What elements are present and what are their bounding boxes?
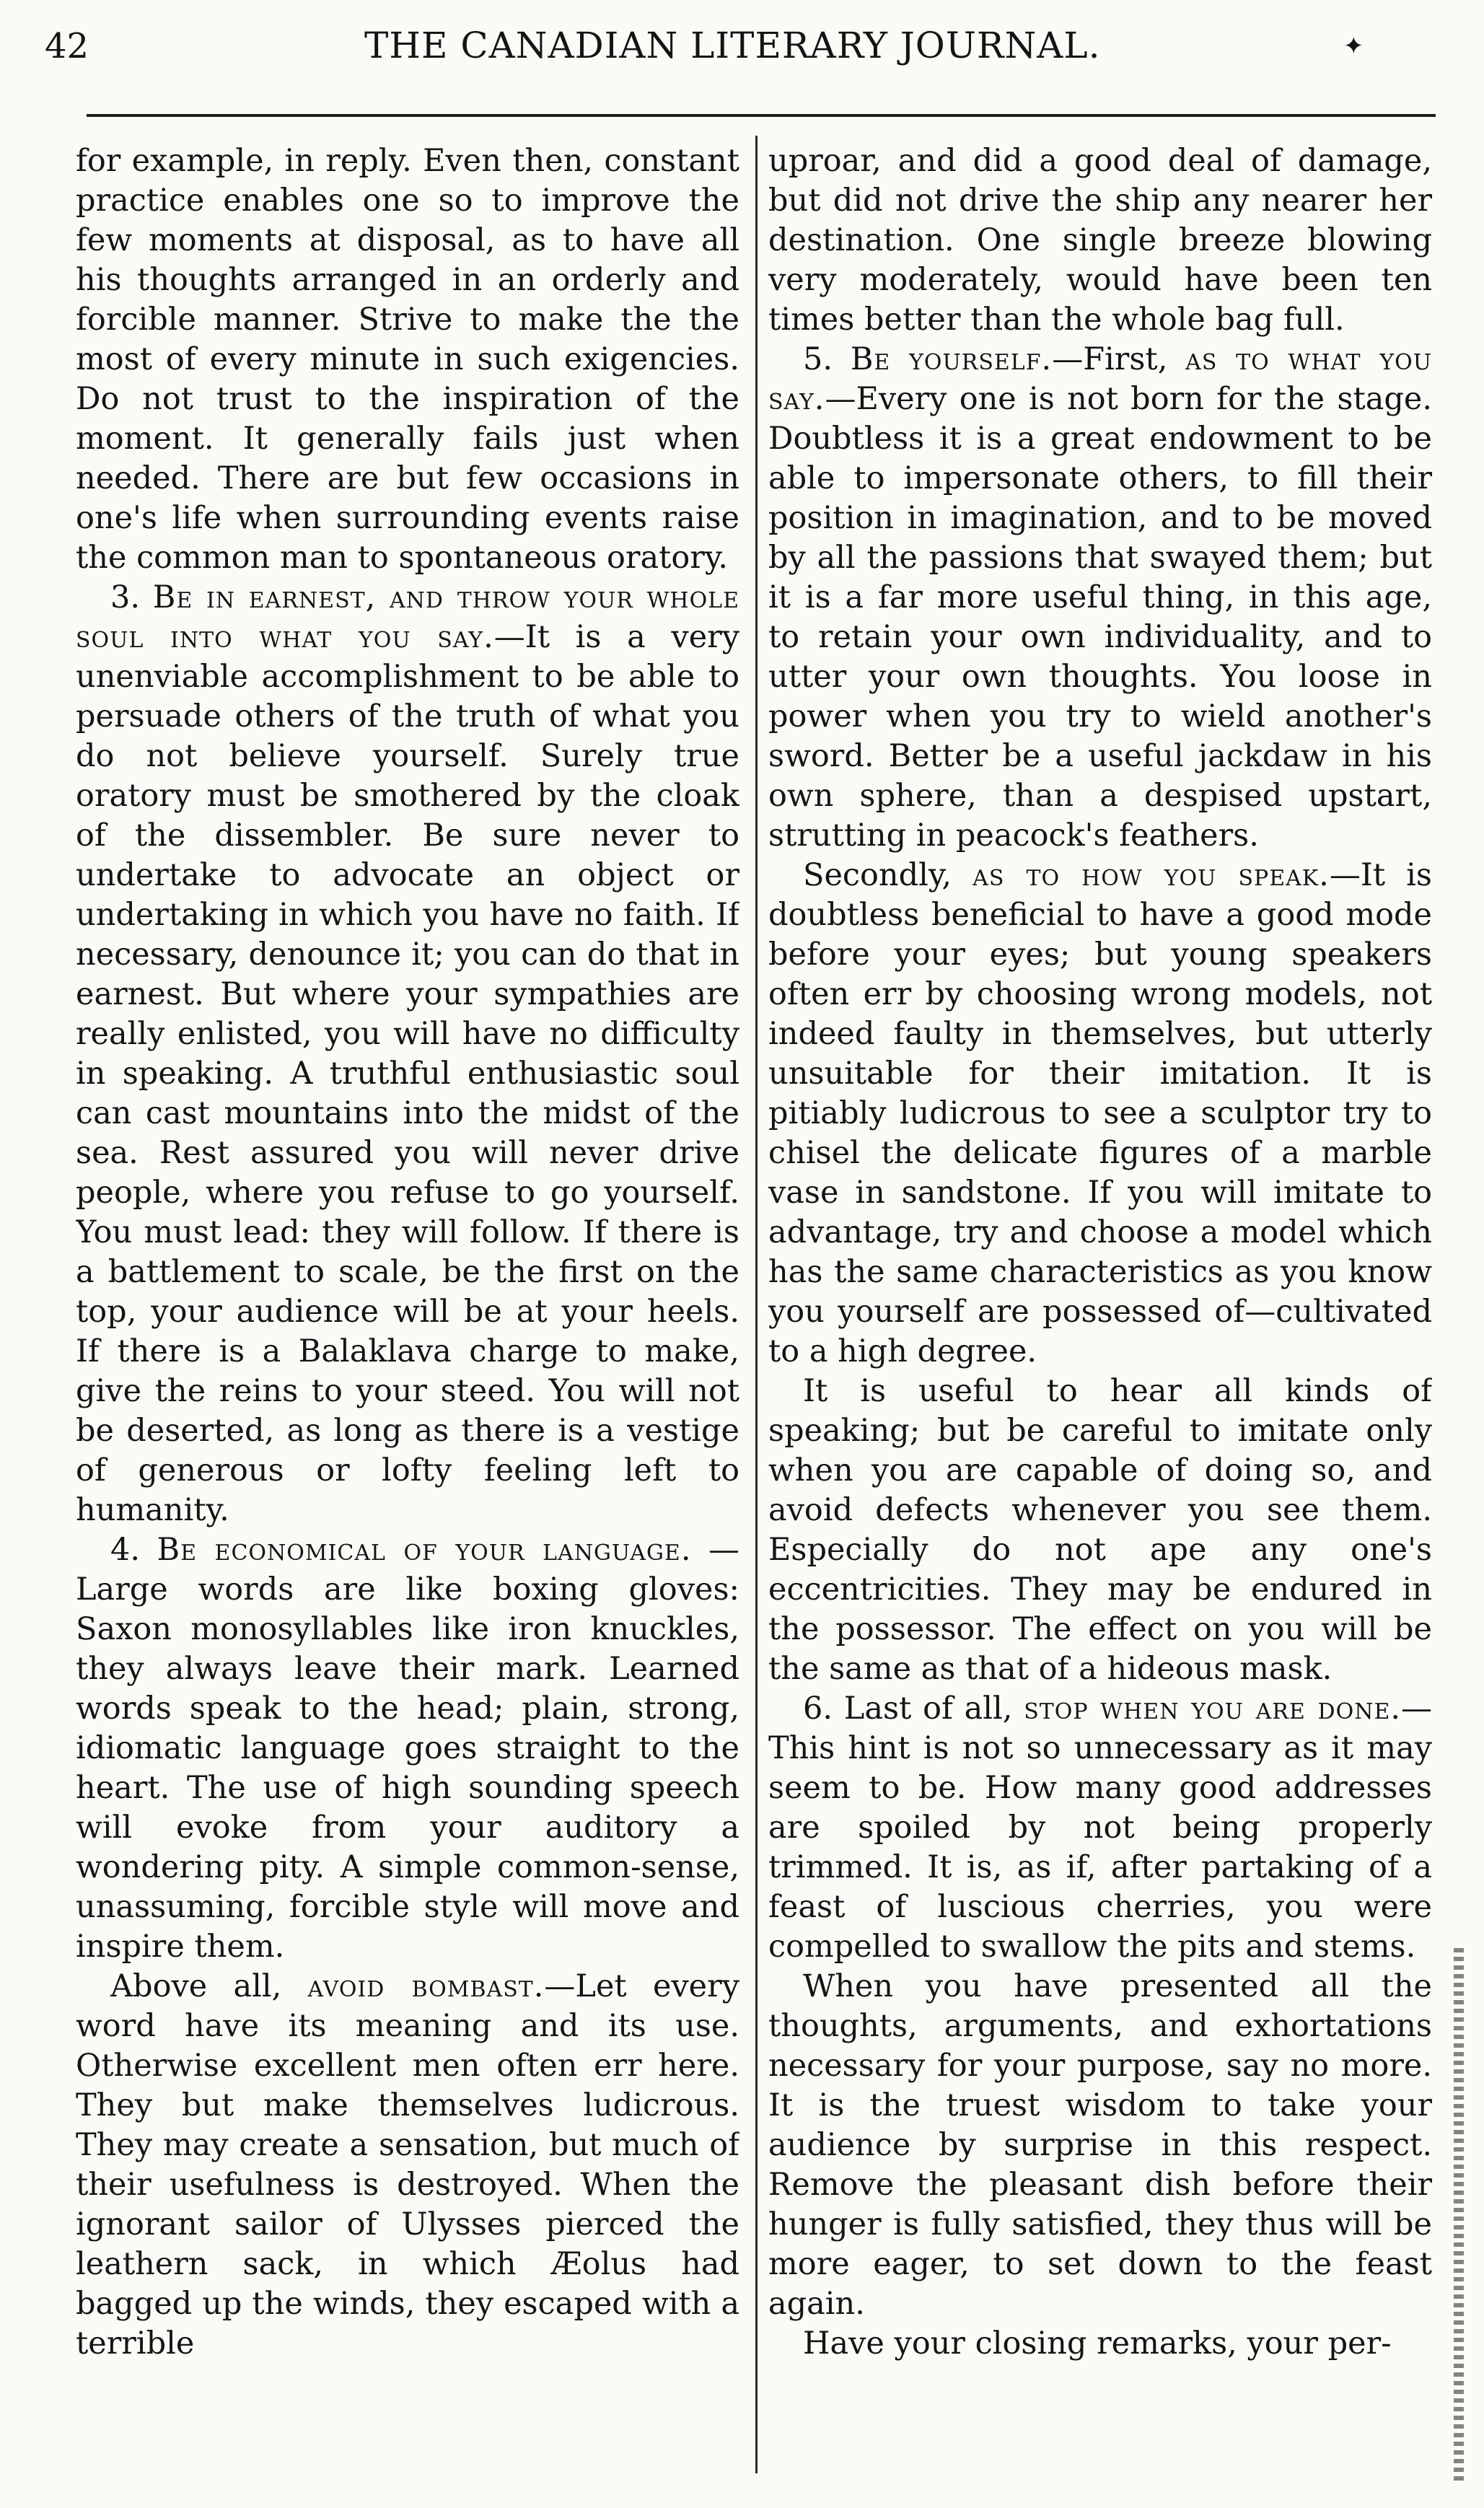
right-column — [768, 141, 1432, 2494]
journal-title: THE CANADIAN LITERARY JOURNAL. — [364, 25, 1101, 66]
paragraph: for example, in reply. Even then, constant practice enables one so to improve the few moments at disposal, as to have all his thoughts arranged in an orderly and forcible manner. Strive to make the the most of every minute in such exigencies. Do not trust to the inspiration of the moment. It generally fails just when needed. There are but few occasions in one's life when surrounding events raise the common man to spontaneous oratory. — [76, 143, 739, 576]
paragraph: Above all, avoid bombast.—Let every word have its meaning and its use. Otherwise excellent men often err here. They but make themselves ludicrous. They may create a sensation, but much of their usefulness is destroyed. When the ignorant sailor of Ulysses pierced the leathern sack, in which Æolus had bagged up the winds, they escaped with a terrible — [76, 1968, 739, 2362]
paragraph: 4. Be economical of your language. —Large words are like boxing gloves: Saxon monosyllables like iron knuckles, they always leave their mark. Learned words speak to the head; plain, strong, idiomatic language goes straight to the heart. The use of high sounding speech will evoke from your auditory a wondering pity. A simple common-sense, unassuming, forcible style will move and inspire them. — [76, 1532, 739, 1965]
section-heading: as to what you say. — [768, 341, 1432, 417]
left-column — [76, 141, 739, 2494]
paragraph: Have your closing remarks, your per- — [803, 2325, 1392, 2362]
printer-mark-icon: ✦ — [1343, 32, 1364, 61]
section-heading: avoid bombast. — [307, 1968, 545, 2004]
page-header — [0, 0, 1484, 126]
section-heading: stop when you are done. — [1024, 1691, 1402, 1727]
column-divider — [755, 136, 758, 2473]
section-heading: Be in earnest, and throw your whole soul into what you say. — [76, 579, 739, 655]
header-rule — [87, 114, 1436, 117]
paragraph: It is useful to hear all kinds of speaking; but be careful to imitate only when you are capable of doing so, and avoid defects whenever you see them. Especially do not ape any one's eccentricities. They may be endured in the possessor. The effect on you will be the same as that of a hideous mask. — [768, 1373, 1432, 1687]
page-edge-mark — [1454, 1948, 1464, 2482]
paragraph: Secondly, as to how you speak.—It is doubtless beneficial to have a good mode before your eyes; but young speakers often err by choosing wrong models, not indeed faulty in themselves, but utterly unsuitable for their imitation. It is pitiably ludicrous to see a sculptor try to chisel the delicate figures of a marble vase in sandstone. If you will imitate to advantage, try and choose a model which has the same characteristics as you know you yourself are possessed of—cultivated to a high degree. — [768, 857, 1432, 1369]
paragraph: When you have presented all the thoughts, arguments, and exhortations necessary for your purpose, say no more. It is the truest wisdom to take your audience by surprise in this respect. Remove the pleasant dish before their hunger is fully satisfied, they thus will be more eager, to set down to the feast again. — [768, 1968, 1432, 2322]
paragraph: 5. Be yourself.—First, as to what you say.—Every one is not born for the stage. Doubtless it is a great endowment to be able to impersonate others, to fill their position in imagination, and to be moved by all the passions that swayed them; but it is a far more useful thing, in this age, to retain your own individuality, and to utter your own thoughts. You loose in power when you try to wield another's sword. Better be a useful jackdaw in his own sphere, than a despised upstart, strutting in peacock's feathers. — [768, 341, 1432, 854]
page-number: 42 — [45, 26, 89, 66]
paragraph: uproar, and did a good deal of damage, but did not drive the ship any nearer her destination. One single breeze blowing very moderately, would have been ten times better than the whole bag full. — [768, 143, 1432, 338]
paragraph: 6. Last of all, stop when you are done.—This hint is not so unnecessary as it may seem to be. How many good addresses are spoiled by not being properly trimmed. It is, as if, after partaking of a feast of luscious cherries, you were compelled to swallow the pits and stems. — [768, 1691, 1432, 1965]
section-heading: Be yourself. — [850, 341, 1053, 377]
section-heading: as to how you speak. — [972, 857, 1330, 893]
section-heading: Be economical of your language. — [157, 1532, 692, 1568]
paragraph: 3. Be in earnest, and throw your whole soul into what you say.—It is a very unenviable accomplishment to be able to persuade others of the truth of what you do not believe yourself. Surely true oratory must be smothered by the cloak of the dissembler. Be sure never to undertake to advocate an object or undertaking in which you have no faith. If necessary, denounce it; you can do that in earnest. But where your sympathies are really enlisted, you will have no difficulty in speaking. A truthful enthusiastic soul can cast mountains into the midst of the sea. Rest assured you will never drive people, where you refuse to go yourself. You must lead: they will follow. If there is a battlement to scale, be the first on the top, your audience will be at your heels. If there is a Balaklava charge to make, give the reins to your steed. You will not be deserted, as long as there is a vestige of generous or lofty feeling left to humanity. — [76, 579, 739, 1528]
